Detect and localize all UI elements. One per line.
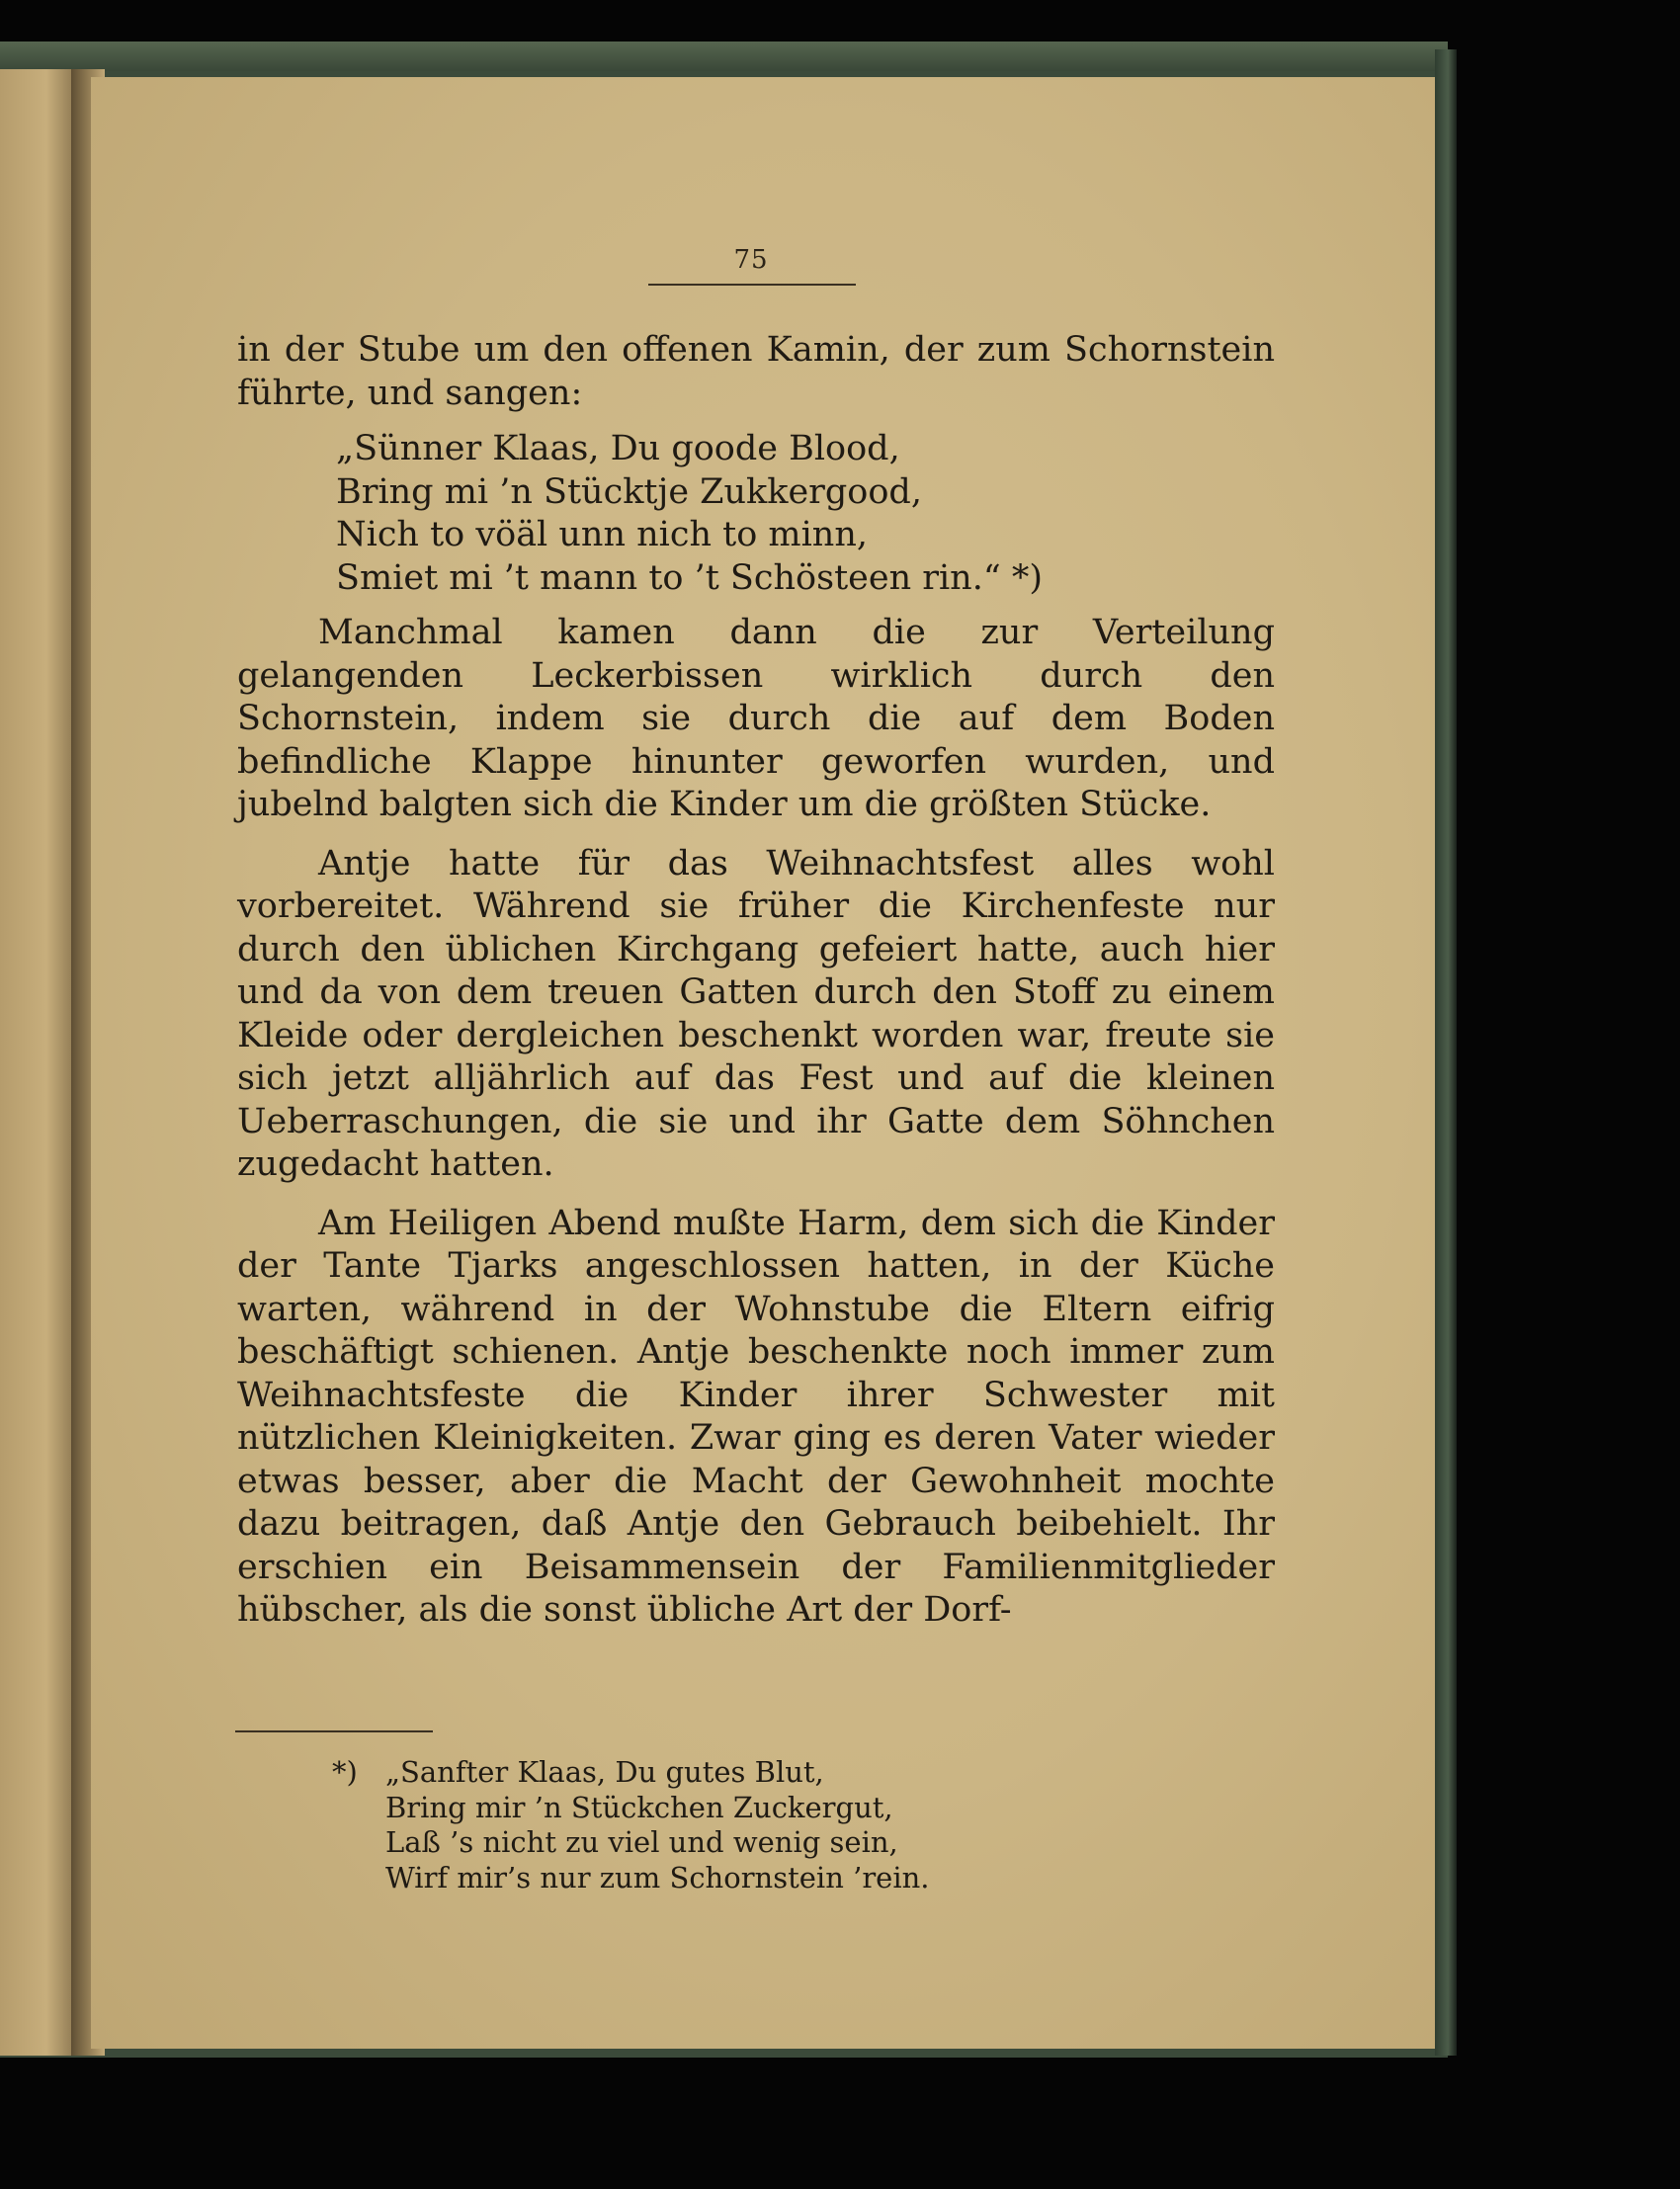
- binding-top-edge: [0, 42, 1448, 71]
- footnote-line: Wirf mir’s nur zum Schornstein ’rein.: [385, 1860, 930, 1894]
- footnote-line: Bring mir ’n Stückchen Zuckergut,: [385, 1790, 893, 1824]
- verse-line: Bring mi ’n Stücktje Zukkergood,: [336, 471, 922, 512]
- footnote: [332, 1755, 1196, 1895]
- binding-right-edge: [1435, 49, 1457, 2056]
- body-text: [237, 329, 1275, 1633]
- paragraph-gap: [237, 827, 1275, 843]
- paragraph-gap: [237, 1187, 1275, 1203]
- left-page-edge: [0, 69, 77, 2056]
- verse-line: Smiet mi ’t mann to ’t Schösteen rin.“ *): [336, 557, 1044, 598]
- page-number: 75: [733, 245, 769, 275]
- footnote-line: Laß ’s nicht zu viel und wenig sein,: [385, 1825, 898, 1859]
- paragraph: Am Heiligen Abend mußte Harm, dem sich die Kinder der Tante Tjarks angeschlossen hatten, in der Küche warten, während in der Wohnstube die Eltern eifrig beschäftigt schienen. Antje beschenkte noch immer zum Weihnachtsfeste die Kinder ihrer Schwester mit nützlichen Kleinigkeiten. Zwar ging es deren Vater wieder etwas besser, aber die Macht der Gewohnheit mochte dazu beitragen, daß Antje den Gebrauch beibehielt. Ihr erschien ein Beisammensein der Familienmitglieder hübscher, als die sonst übliche Art der Dorf-: [237, 1203, 1275, 1630]
- footnote-line: „Sanfter Klaas, Du gutes Blut,: [385, 1755, 824, 1789]
- verse-line: Nich to vöäl unn nich to minn,: [336, 515, 868, 554]
- intro-paragraph: in der Stube um den offenen Kamin, der zum Schornstein führte, und sangen:: [237, 330, 1275, 413]
- paragraph: Antje hatte für das Weihnachtsfest alles wohl vorbereitet. Während sie früher die Kirchenfeste nur durch den üblichen Kirchgang gefeiert hatte, auch hier und da von dem treuen Gatten durch den Stoff zu einem Kleide oder dergleichen beschenkt worden war, freute sie sich jetzt alljährlich auf das Fest und auf die kleinen Ueberraschungen, die sie und ihr Gatte dem Söhnchen zugedacht hatten.: [237, 843, 1275, 1184]
- verse-block: [336, 428, 1275, 600]
- footnote-marker: *): [332, 1755, 358, 1789]
- header-rule: [648, 284, 856, 286]
- footnote-rule: [235, 1730, 433, 1732]
- verse-line: „Sünner Klaas, Du goode Blood,: [336, 429, 900, 468]
- paragraph: Manchmal kamen dann die zur Verteilung gelangenden Leckerbissen wirklich durch den Schornstein, indem sie durch die auf dem Boden befindliche Klappe hinunter geworfen wurden, und jubelnd balgten sich die Kinder um die größten Stücke.: [237, 613, 1275, 824]
